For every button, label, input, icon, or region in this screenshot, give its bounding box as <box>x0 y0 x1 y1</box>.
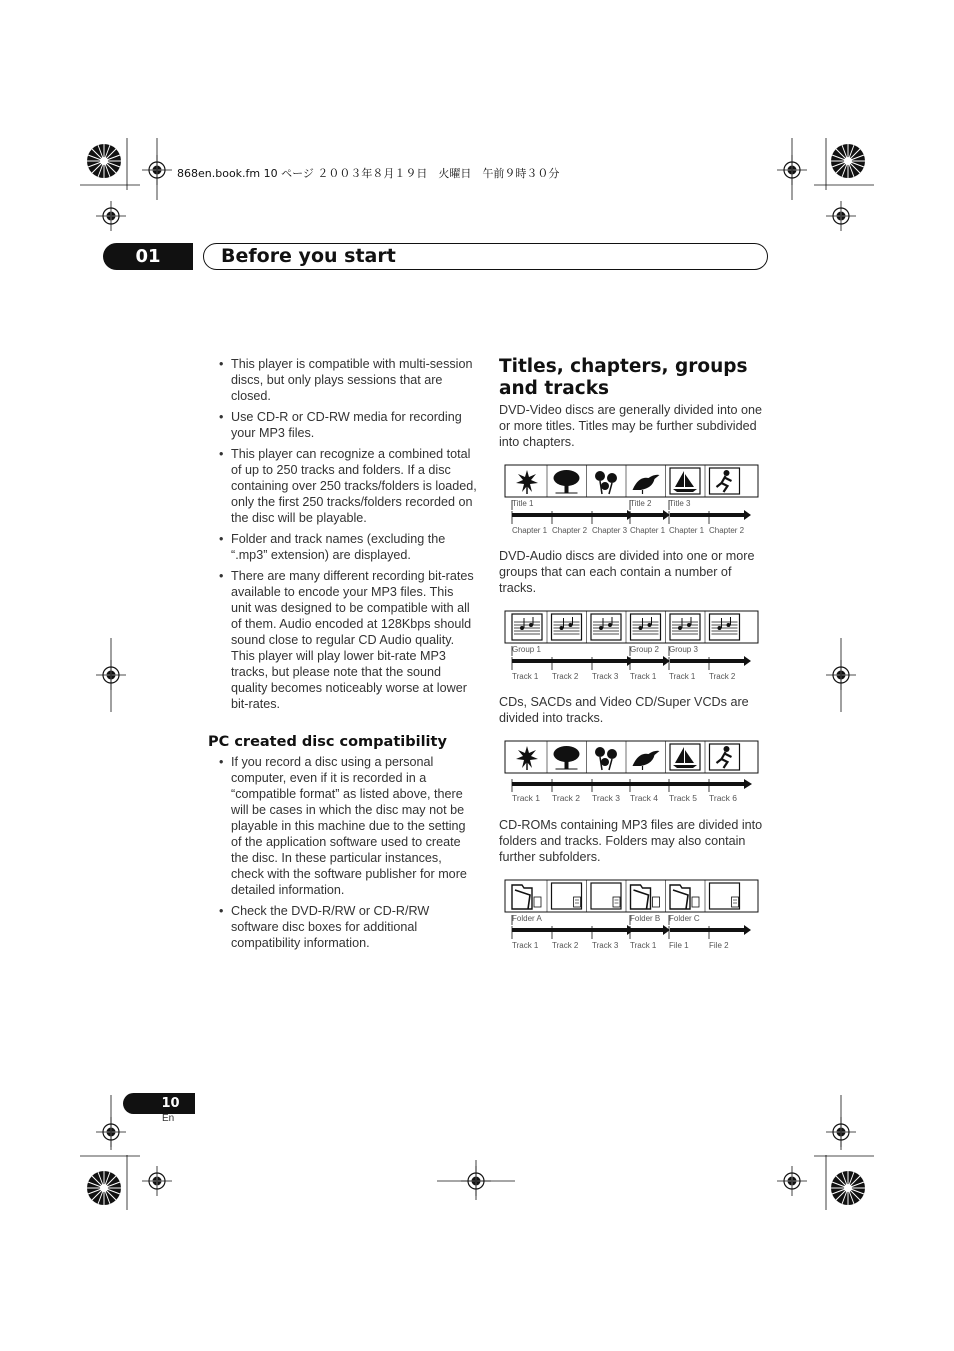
paragraph-cdrom: CD-ROMs containing MP3 files are divided into folders and tracks. Folders may also contain further subfolders. <box>499 818 763 864</box>
page-number: 10 <box>161 1096 180 1111</box>
list-item: • This player can recognize a combined total of up to 250 tracks and folders. If a disc containing over 250 tracks/folders is loaded, only the first 250 tracks/folders recorded on the disc will be playable. <box>219 446 477 526</box>
bottom-label: File 1 <box>669 941 689 950</box>
diagram-tracks <box>498 738 762 806</box>
arrow-bar <box>512 925 751 935</box>
bottom-label: Track 2 <box>552 672 579 681</box>
left-bullet-list <box>219 356 477 717</box>
bottom-label: Track 2 <box>709 672 736 681</box>
list-item: • Use CD-R or CD-RW media for recording your MP3 files. <box>219 409 477 441</box>
top-label: Title 1 <box>512 499 534 508</box>
list-item: • If you record a disc using a personal computer, even if it is recorded in a “compatible format” as listed above, there will be cases in which the disc may not be playable in this machine due to the setting of the application software used to create the disc. In these particular instances, check with the software publisher for more detailed information. <box>219 754 477 898</box>
bottom-label: File 2 <box>709 941 729 950</box>
bottom-label: Track 2 <box>552 793 581 803</box>
star-mark-tl <box>87 144 121 178</box>
star-mark-br <box>831 1171 865 1205</box>
pc-bullet-list <box>219 754 477 956</box>
list-item: • Folder and track names (excluding the “.mp3” extension) are displayed. <box>219 531 477 563</box>
chapter-title: Before you start <box>221 245 396 267</box>
page-language: En <box>162 1113 175 1124</box>
bottom-label: Track 1 <box>512 793 541 803</box>
paragraph-dvd-audio: DVD-Audio discs are divided into one or more groups that can each contain a number of tracks. <box>499 549 755 595</box>
top-label: Folder A <box>512 914 542 923</box>
bottom-label: Chapter 2 <box>552 526 588 535</box>
paragraph-cd: CDs, SACDs and Video CD/Super VCDs are divided into tracks. <box>499 695 749 725</box>
bottom-label: Track 3 <box>592 793 621 803</box>
chapter-number: 01 <box>135 246 161 267</box>
bottom-label: Chapter 1 <box>512 526 548 535</box>
list-item: • Check the DVD-R/RW or CD-R/RW software disc boxes for additional compatibility information. <box>219 903 477 951</box>
running-header: 868en.book.fm 10 ページ ２００３年８月１９日 火曜日 午前９時３０分 <box>177 167 560 180</box>
bottom-label: Track 3 <box>592 941 619 950</box>
bottom-label: Track 1 <box>512 941 539 950</box>
bottom-label: Track 1 <box>630 941 657 950</box>
bottom-label: Track 1 <box>669 672 696 681</box>
top-label: Group 1 <box>512 645 541 654</box>
top-label: Folder C <box>669 914 700 923</box>
bottom-label: Track 3 <box>592 672 619 681</box>
bottom-label: Track 1 <box>630 672 657 681</box>
arrow-bar <box>512 779 752 789</box>
top-label: Group 2 <box>630 645 659 654</box>
top-label: Folder B <box>630 914 661 923</box>
pc-compat-heading: PC created disc compatibility <box>208 734 447 750</box>
arrow-bar <box>512 510 751 520</box>
top-label: Group 3 <box>669 645 698 654</box>
list-item: • This player is compatible with multi-session discs, but only plays sessions that are closed. <box>219 356 477 404</box>
diagram-titles-chapters <box>498 462 762 538</box>
bottom-label: Track 5 <box>669 793 698 803</box>
list-item: • There are many different recording bit-rates available to encode your MP3 files. This unit was designed to be compatible with all of them. Audio encoded at 128Kbps should sound close to regular CD Audio quality. This player will play lower bit-rate MP3 tracks, but please note that the sound quality becomes noticeably worse at lower bit-rates. <box>219 568 477 712</box>
arrow-bar <box>512 656 751 666</box>
bottom-label: Chapter 3 <box>592 526 628 535</box>
top-label: Title 3 <box>669 499 691 508</box>
star-mark-tr <box>831 144 865 178</box>
bottom-label: Chapter 1 <box>630 526 666 535</box>
paragraph-dvd-video: DVD-Video discs are generally divided into one or more titles. Titles may be further subdivided into chapters. <box>499 403 762 449</box>
bottom-label: Chapter 2 <box>709 526 745 535</box>
bottom-label: Track 6 <box>709 793 738 803</box>
top-label: Title 2 <box>630 499 652 508</box>
diagram-groups-tracks <box>498 608 762 684</box>
bottom-label: Track 4 <box>630 793 659 803</box>
bottom-label: Track 2 <box>552 941 579 950</box>
star-mark-bl <box>87 1171 121 1205</box>
diagram-folders-tracks <box>498 877 762 953</box>
bottom-label: Track 1 <box>512 672 539 681</box>
bottom-label: Chapter 1 <box>669 526 705 535</box>
section-heading: Titles, chapters, groups and tracks <box>499 356 748 399</box>
